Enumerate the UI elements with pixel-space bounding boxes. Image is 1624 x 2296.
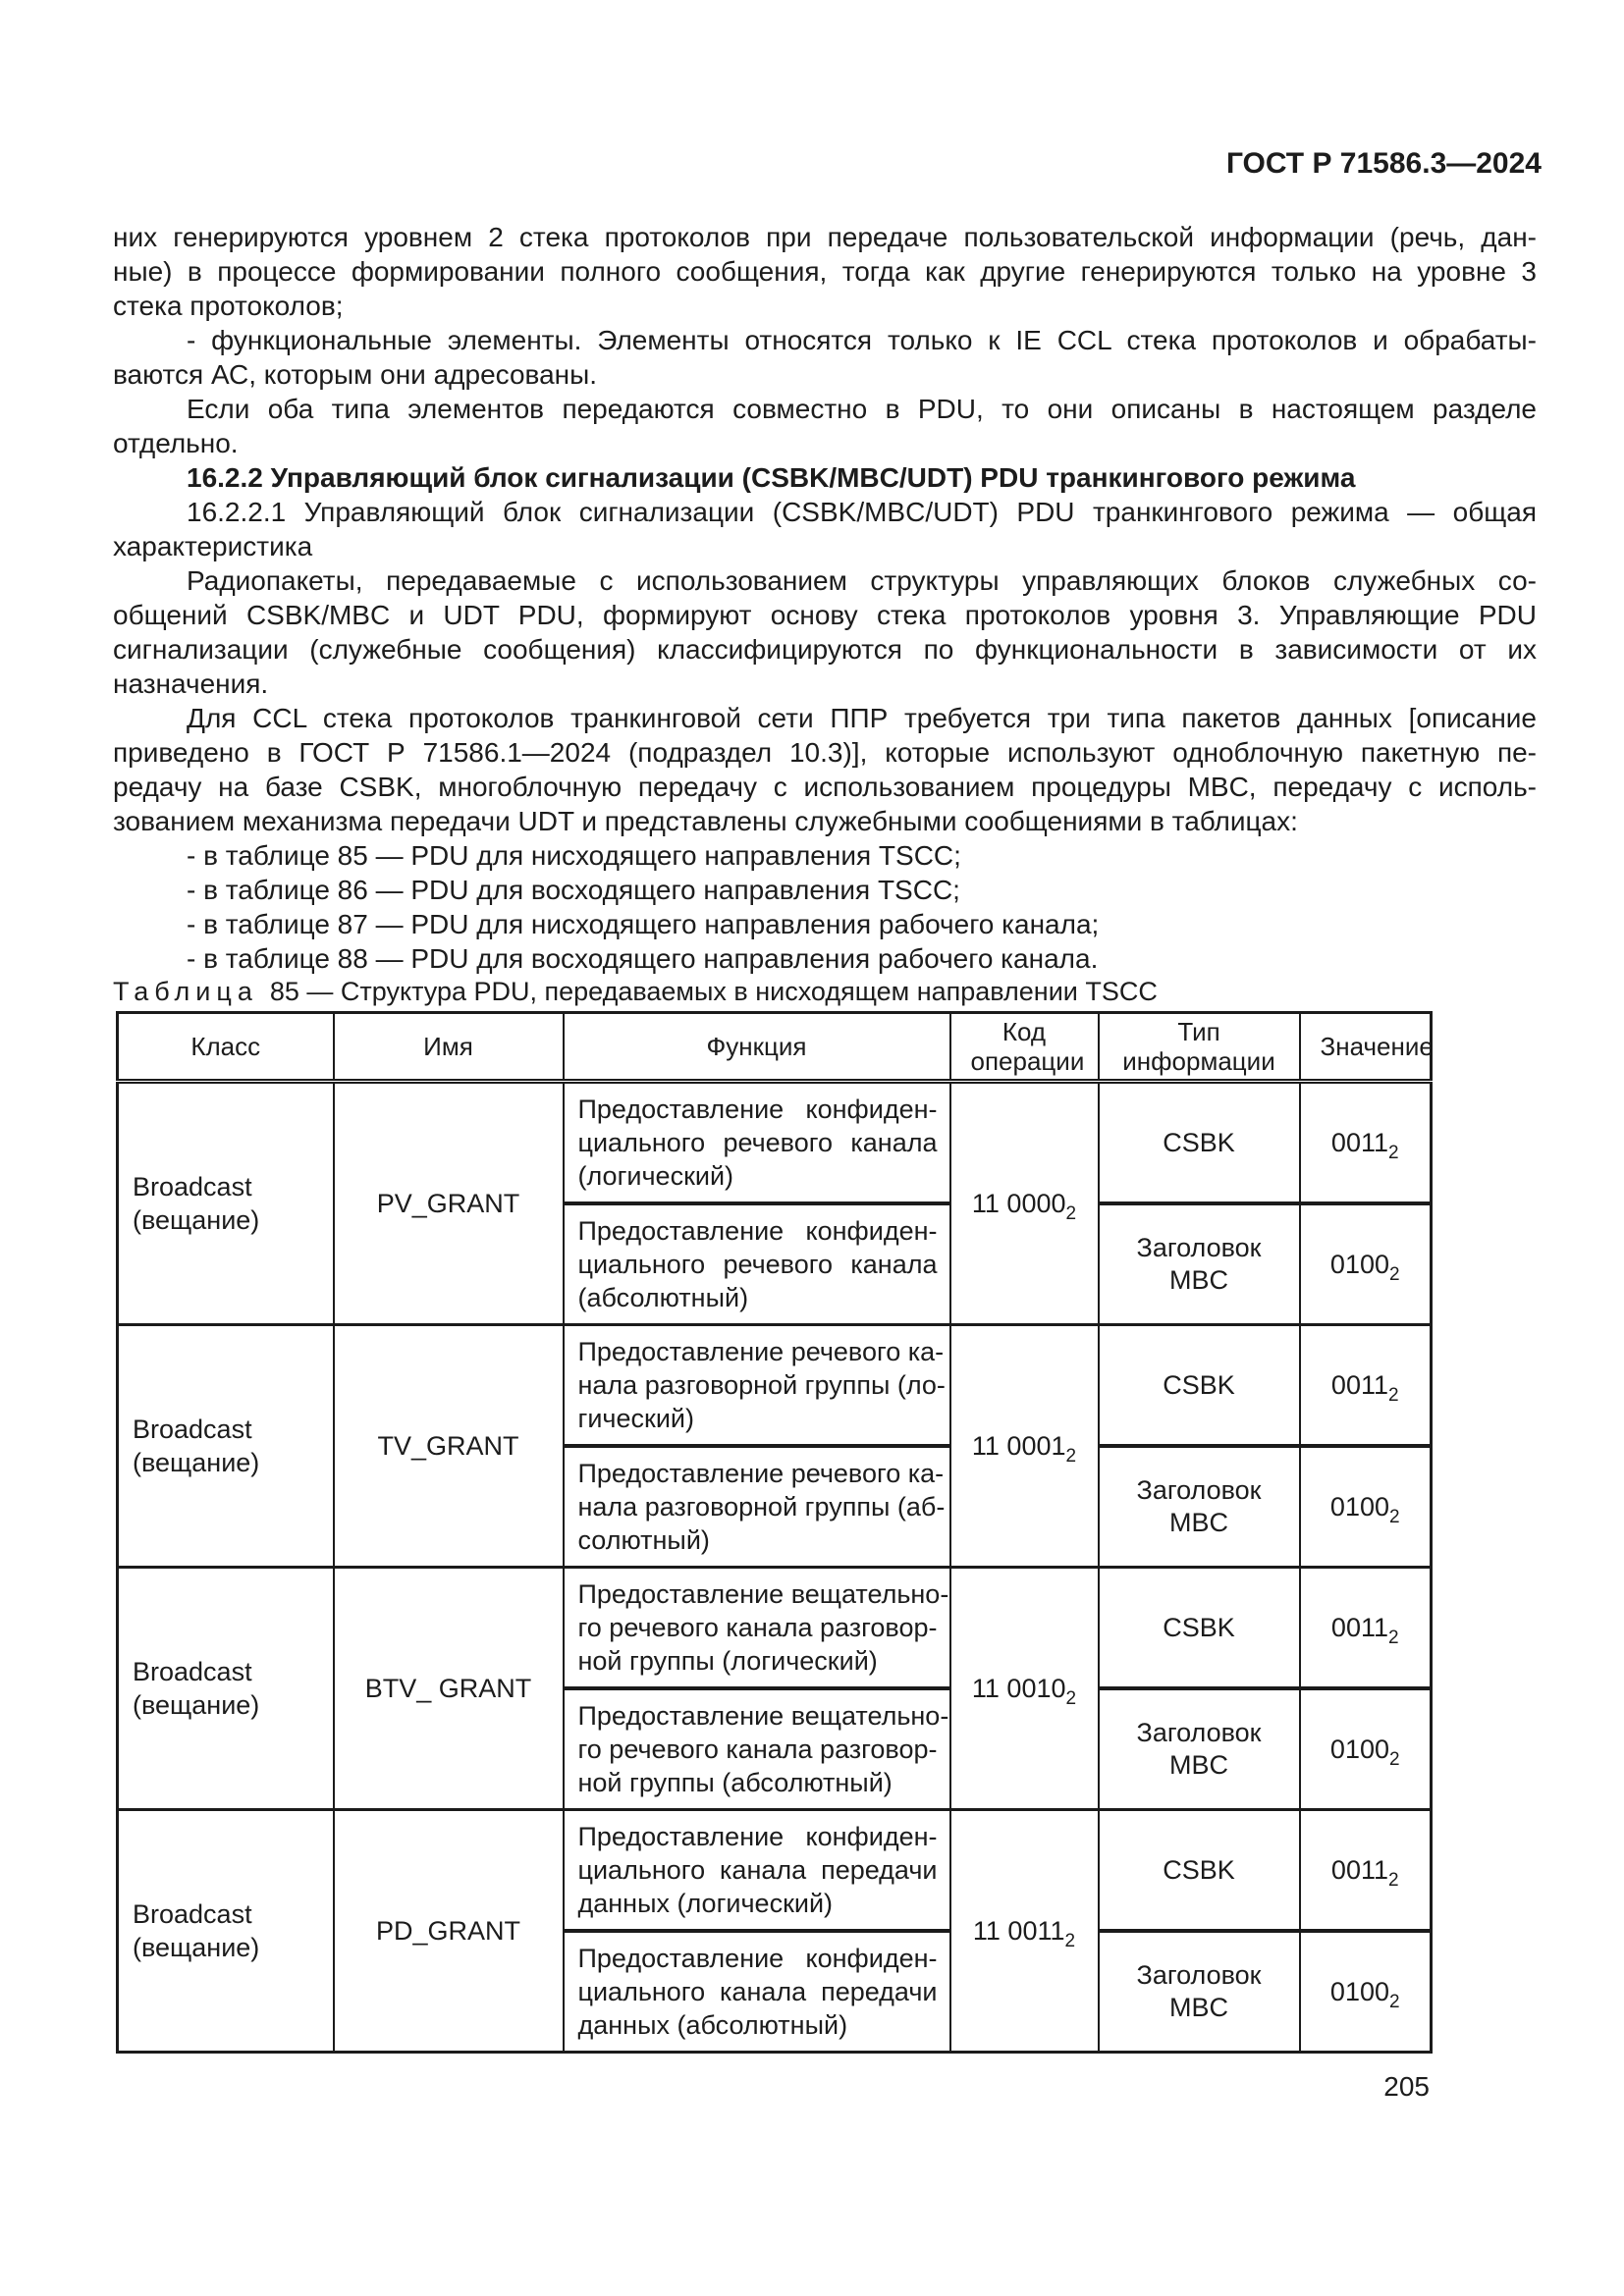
cell-value — [1300, 1568, 1432, 1689]
cell-opcode — [950, 1082, 1099, 1325]
value-base: 0011 — [1330, 1612, 1388, 1642]
function-line: (абсолютный) — [577, 1283, 749, 1312]
paragraph-line: Радиопакеты, передаваемые с использованием структуры управляющих блоков служебных со- — [187, 565, 1537, 596]
cell-function — [564, 1082, 950, 1204]
function-line: циального канала передачи — [577, 1977, 938, 2006]
value-subscript: 2 — [1389, 1991, 1400, 2012]
cell-class — [118, 1325, 334, 1568]
paragraph-line: назначения. — [113, 668, 269, 699]
paragraph — [113, 563, 1537, 701]
doc-code-header: ГОСТ Р 71586.3—2024 — [1225, 147, 1542, 180]
opcode-subscript: 2 — [1065, 1202, 1077, 1224]
function-line: Предоставление конфиден- — [577, 1944, 938, 1973]
table-row — [118, 1325, 1432, 1447]
heading-line: 16.2.2 Управляющий блок сигнализации (CSBK/MBC/UDT) PDU транкингового режима — [187, 462, 1356, 493]
cell-value — [1300, 1688, 1432, 1810]
value-base: 0011 — [1330, 1854, 1388, 1885]
section-heading — [113, 460, 1537, 495]
paragraph-line: общений CSBK/MBC и UDT PDU, формируют основу стека протоколов уровня 3. Управляющие PDU — [113, 600, 1537, 630]
function-line: циального речевого канала — [577, 1250, 938, 1279]
col-header-function: Функция — [564, 1013, 950, 1082]
cell-value — [1300, 1325, 1432, 1447]
function-line: данных (логический) — [577, 1889, 834, 1918]
cell-class — [118, 1810, 334, 2053]
class-line: Broadcast — [133, 1415, 252, 1444]
function-line: ной группы (логический) — [577, 1646, 878, 1676]
opcode-base: 11 0011 — [972, 1915, 1065, 1946]
function-line: Предоставление конфиден- — [577, 1216, 938, 1246]
cell-info-type — [1099, 1082, 1300, 1204]
opcode-subscript: 2 — [1065, 1445, 1077, 1467]
function-line: нала разговорной группы (аб- — [577, 1492, 946, 1522]
cell-function — [564, 1931, 950, 2053]
function-line: (логический) — [577, 1161, 734, 1191]
table-row — [118, 1810, 1432, 1932]
cell-class — [118, 1568, 334, 1810]
cell-value — [1300, 1082, 1432, 1204]
table-header-row — [118, 1013, 1432, 1082]
page-number: 205 — [1383, 2071, 1430, 2102]
class-line: (вещание) — [133, 1690, 260, 1720]
paragraph-line: - функциональные элементы. Элементы относятся только к IE CCL стека протоколов и обрабаты- — [187, 325, 1537, 355]
value-base: 0100 — [1329, 1734, 1389, 1764]
value-base: 0100 — [1329, 1249, 1389, 1279]
function-line: циального речевого канала — [577, 1128, 938, 1157]
class-line: (вещание) — [133, 1205, 260, 1235]
opcode-base: 11 0010 — [971, 1673, 1066, 1703]
cell-value — [1300, 1810, 1432, 1932]
value-subscript: 2 — [1387, 1869, 1399, 1891]
paragraph-line: сигнализации (служебные сообщения) классифицируются по функциональности в зависимости от их — [113, 634, 1537, 665]
body-text — [113, 220, 1537, 976]
list-item: - в таблице 85 — PDU для нисходящего направления TSCC; — [187, 840, 961, 871]
function-line: Предоставление конфиден- — [577, 1822, 938, 1851]
info-type-line: Заголовок — [1136, 1718, 1262, 1747]
cell-function — [564, 1325, 950, 1447]
value-base: 0100 — [1329, 1491, 1389, 1522]
info-type-line: CSBK — [1163, 1127, 1235, 1157]
paragraph-line: приведено в ГОСТ Р 71586.1—2024 (подраздел 10.3)], которые используют одноблочную пакетную пе- — [113, 737, 1537, 768]
cell-opcode — [950, 1810, 1099, 2053]
info-type-line: Заголовок — [1136, 1475, 1262, 1505]
info-type-line: MBC — [1169, 1750, 1228, 1780]
cell-info-type — [1099, 1446, 1300, 1568]
col-header-info-type: Тип информации — [1099, 1013, 1300, 1082]
value-subscript: 2 — [1387, 1142, 1399, 1163]
value-base: 0100 — [1329, 1976, 1389, 2006]
cell-info-type — [1099, 1810, 1300, 1932]
col-header-class: Класс — [118, 1013, 334, 1082]
cell-opcode — [950, 1325, 1099, 1568]
value-subscript: 2 — [1389, 1506, 1400, 1527]
cell-class — [118, 1082, 334, 1325]
class-line: Broadcast — [133, 1657, 252, 1686]
info-type-line: CSBK — [1163, 1854, 1235, 1885]
function-line: солютный) — [577, 1525, 710, 1555]
table-row — [118, 1082, 1432, 1204]
function-line: Предоставление конфиден- — [577, 1095, 938, 1124]
class-line: (вещание) — [133, 1933, 260, 1962]
cell-opcode — [950, 1568, 1099, 1810]
paragraph-line: 16.2.2.1 Управляющий блок сигнализации (CSBK/MBC/UDT) PDU транкингового режима — общая — [187, 497, 1537, 527]
paragraph — [113, 392, 1537, 460]
value-base: 0011 — [1330, 1127, 1388, 1157]
table-caption-label: Таблица — [113, 977, 258, 1006]
list-item: - в таблице 88 — PDU для восходящего направления рабочего канала. — [187, 943, 1099, 974]
col-header-opcode: Код операции — [950, 1013, 1099, 1082]
cell-name: PV_GRANT — [334, 1082, 564, 1325]
table-caption — [113, 976, 1537, 1007]
value-subscript: 2 — [1387, 1384, 1399, 1406]
table-row — [118, 1568, 1432, 1689]
cell-name: BTV_ GRANT — [334, 1568, 564, 1810]
info-type-line: MBC — [1169, 1993, 1228, 2022]
opcode-base: 11 0001 — [971, 1430, 1066, 1461]
info-type-line: Заголовок — [1136, 1960, 1262, 1990]
paragraph-line: них генерируются уровнем 2 стека протоколов при передаче пользовательской информации (речь, дан- — [113, 222, 1537, 252]
info-type-line: CSBK — [1163, 1369, 1235, 1400]
cell-info-type — [1099, 1325, 1300, 1447]
cell-info-type — [1099, 1688, 1300, 1810]
paragraph-line: ваются АС, которым они адресованы. — [113, 359, 598, 390]
paragraph-line: ные) в процессе формировании полного сообщения, тогда как другие генерируются только на уровне 3 — [113, 256, 1537, 287]
paragraph-line: редачу на базе CSBK, многоблочную передачу с использованием процедуры MBC, передачу с исполь- — [113, 772, 1537, 802]
table-caption-text: 85 — Структура PDU, передаваемых в нисходящем направлении TSCC — [269, 977, 1158, 1006]
paragraph — [113, 323, 1537, 392]
class-line: Broadcast — [133, 1899, 252, 1929]
value-subscript: 2 — [1387, 1627, 1399, 1648]
cell-function — [564, 1688, 950, 1810]
value-base: 0011 — [1330, 1369, 1388, 1400]
cell-value — [1300, 1446, 1432, 1568]
opcode-base: 11 0000 — [971, 1188, 1066, 1218]
function-line: Предоставление вещательно- — [577, 1701, 949, 1731]
paragraph-line: характеристика — [113, 531, 313, 561]
cell-function — [564, 1568, 950, 1689]
function-line: данных (абсолютный) — [577, 2010, 848, 2040]
cell-info-type — [1099, 1931, 1300, 2053]
cell-name: PD_GRANT — [334, 1810, 564, 2053]
col-header-name: Имя — [334, 1013, 564, 1082]
function-line: Предоставление вещательно- — [577, 1579, 949, 1609]
cell-value — [1300, 1931, 1432, 2053]
paragraph — [113, 495, 1537, 563]
paragraph-line: Для CCL стека протоколов транкинговой сети ППР требуется три типа пакетов данных [описание — [187, 703, 1537, 733]
list-item: - в таблице 87 — PDU для нисходящего направления рабочего канала; — [187, 909, 1100, 939]
info-type-line: CSBK — [1163, 1612, 1235, 1642]
opcode-subscript: 2 — [1065, 1687, 1077, 1709]
list-item: - в таблице 86 — PDU для восходящего направления TSCC; — [187, 875, 960, 905]
cell-function — [564, 1203, 950, 1325]
function-line: го речевого канала разговор- — [577, 1613, 938, 1642]
bullet-list — [113, 838, 1537, 976]
info-type-line: MBC — [1169, 1265, 1228, 1295]
class-line: Broadcast — [133, 1172, 252, 1201]
table-85 — [116, 1011, 1433, 2054]
opcode-subscript: 2 — [1064, 1930, 1076, 1951]
function-line: нала разговорной группы (ло- — [577, 1370, 946, 1400]
function-line: Предоставление речевого ка- — [577, 1459, 945, 1488]
paragraph — [113, 701, 1537, 838]
cell-value — [1300, 1203, 1432, 1325]
paragraph-line: зованием механизма передачи UDT и представлены служебными сообщениями в таблицах: — [113, 806, 1298, 836]
value-subscript: 2 — [1389, 1748, 1400, 1770]
value-subscript: 2 — [1389, 1263, 1400, 1285]
paragraph — [113, 220, 1537, 323]
class-line: (вещание) — [133, 1448, 260, 1477]
function-line: гический) — [577, 1404, 694, 1433]
col-header-value: Значение — [1300, 1013, 1432, 1082]
paragraph-line: отдельно. — [113, 428, 239, 458]
cell-info-type — [1099, 1203, 1300, 1325]
info-type-line: Заголовок — [1136, 1233, 1262, 1262]
function-line: циального канала передачи — [577, 1855, 938, 1885]
info-type-line: MBC — [1169, 1508, 1228, 1537]
function-line: ной группы (абсолютный) — [577, 1768, 893, 1797]
paragraph-line: Если оба типа элементов передаются совместно в PDU, то они описаны в настоящем разделе — [187, 394, 1537, 424]
function-line: Предоставление речевого ка- — [577, 1337, 945, 1366]
cell-function — [564, 1810, 950, 1932]
cell-info-type — [1099, 1568, 1300, 1689]
paragraph-line: стека протоколов; — [113, 291, 344, 321]
cell-name: TV_GRANT — [334, 1325, 564, 1568]
function-line: го речевого канала разговор- — [577, 1735, 938, 1764]
cell-function — [564, 1446, 950, 1568]
